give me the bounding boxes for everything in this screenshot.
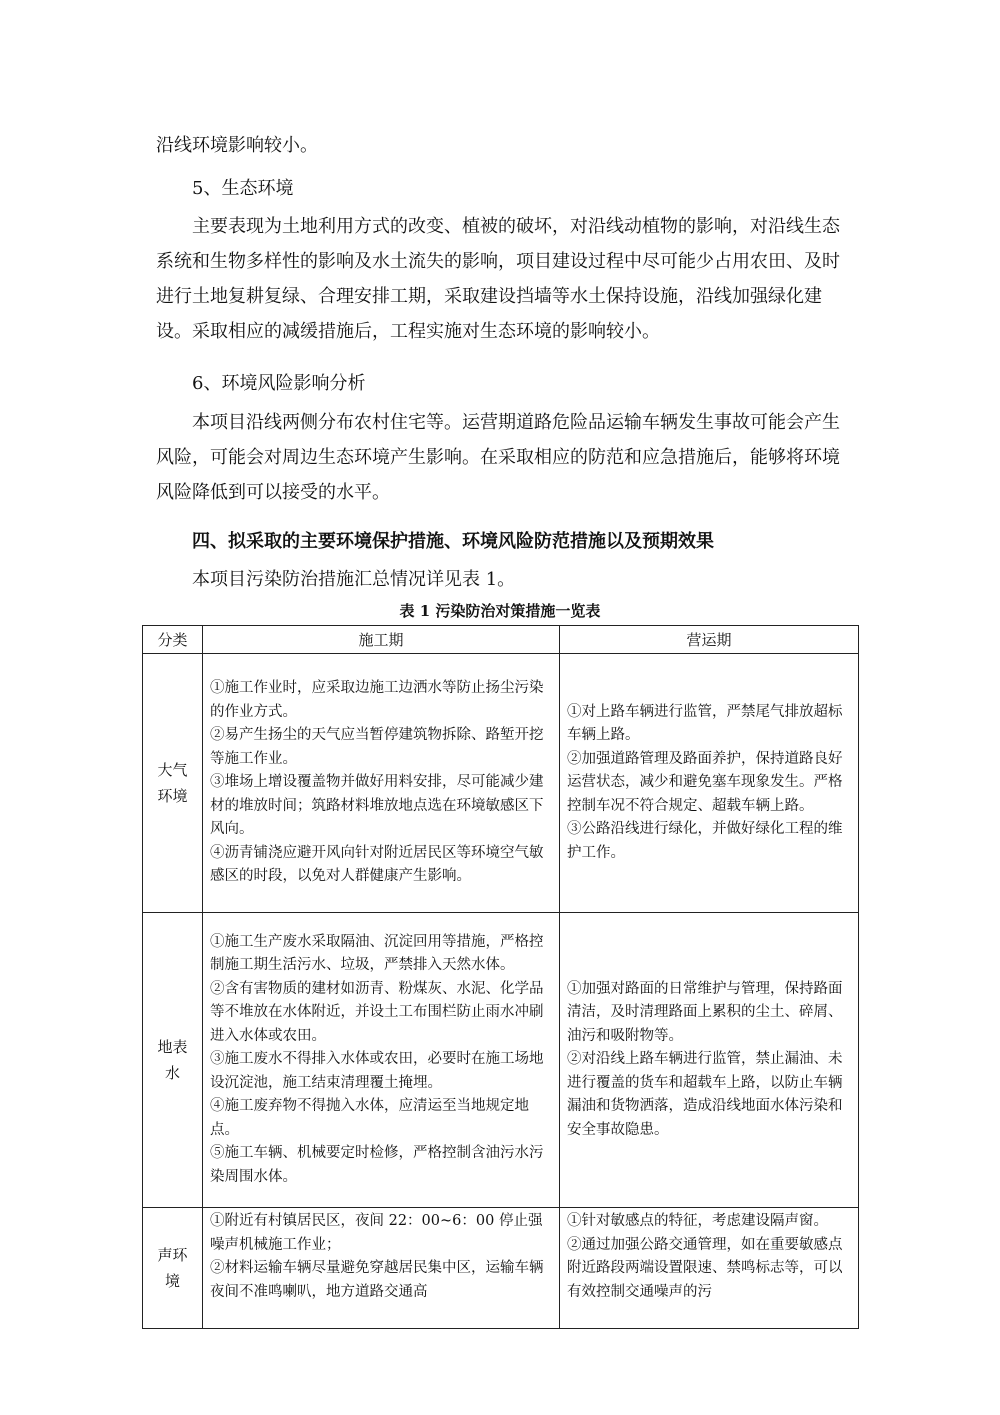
table-caption: 表 1 污染防治对策措施一览表 <box>399 602 601 620</box>
intro-tail-text: 沿线环境影响较小。 <box>156 135 318 156</box>
measure-item: ④施工废弃物不得抛入水体，应清运至当地规定地点。 <box>210 1098 529 1138</box>
measure-item: ②通过加强公路交通管理，如在重要敏感点附近路段两端设置限速、禁鸣标志等，可以有效控制交通噪声的污 <box>567 1236 843 1300</box>
operation-cell <box>560 1208 859 1329</box>
measure-item: ③施工废水不得排入水体或农田，必要时在施工场地设沉淀池，施工结束清理覆土掩埋。 <box>210 1051 544 1091</box>
measure-item: ②加强道路管理及路面养护，保持道路良好运营状态，减少和避免塞车现象发生。严格控制车况不符合规定、超载车辆上路。 <box>567 750 843 814</box>
measure-item: ③公路沿线进行绿化，并做好绿化工程的维护工作。 <box>567 821 843 861</box>
table-header-row <box>143 626 859 654</box>
table-row <box>143 1208 859 1329</box>
section-6-heading: 6、环境风险影响分析 <box>192 373 366 394</box>
measure-item: ②含有害物质的建材如沥青、粉煤灰、水泥、化学品等不堆放在水体附近，并设土工布围栏防止雨水冲刷进入水体或农田。 <box>210 980 544 1044</box>
section-5-body: 主要表现为土地利用方式的改变、植被的破坏，对沿线动植物的影响，对沿线生态系统和生物多样性的影响及水土流失的影响，项目建设过程中尽可能少占用农田、及时进行土地复耕复绿、合理安排工期，采取建设挡墙等水土保持设施，沿线加强绿化建设。采取相应的减缓措施后，工程实施对生态环境的影响较小。 <box>156 216 840 342</box>
section-6-body: 本项目沿线两侧分布农村住宅等。运营期道路危险品运输车辆发生事故可能会产生风险，可能会对周边生态环境产生影响。在采取相应的防范和应急措施后，能够将环境风险降低到可以接受的水平。 <box>156 412 840 503</box>
row-category: 声环境 <box>143 1208 203 1329</box>
measure-item: ①施工作业时，应采取边施工边洒水等防止扬尘污染的作业方式。 <box>210 680 544 720</box>
section-5-heading: 5、生态环境 <box>192 178 294 199</box>
construction-cell <box>203 654 560 913</box>
part4-heading: 四、拟采取的主要环境保护措施、环境风险防范措施以及预期效果 <box>192 531 714 552</box>
measure-item: ②材料运输车辆尽量避免穿越居民集中区，运输车辆夜间不准鸣喇叭，地方道路交通高 <box>210 1260 544 1300</box>
measure-item: ①加强对路面的日常维护与管理，保持路面清洁，及时清理路面上累积的尘土、碎屑、油污和吸附物等。 <box>567 980 843 1044</box>
measure-item: ⑤施工车辆、机械要定时检修，严格控制含油污水污染周围水体。 <box>210 1145 544 1185</box>
measure-item: ②对沿线上路车辆进行监管，禁止漏油、未进行覆盖的货车和超载车上路，以防止车辆漏油和货物洒落，造成沿线地面水体污染和安全事故隐患。 <box>567 1051 843 1138</box>
header-category: 分类 <box>143 626 203 654</box>
measure-item: ①针对敏感点的特征，考虑建设隔声窗。 <box>567 1213 828 1229</box>
header-operation: 营运期 <box>560 626 859 654</box>
construction-cell <box>203 1208 560 1329</box>
pollution-measures-table <box>142 625 859 1329</box>
measure-item: ④沥青铺浇应避开风向针对附近居民区等环境空气敏感区的时段，以免对人群健康产生影响。 <box>210 844 544 885</box>
row-category: 大气环境 <box>143 654 203 913</box>
header-construction: 施工期 <box>203 626 560 654</box>
row-category: 地表水 <box>143 913 203 1208</box>
construction-cell <box>203 913 560 1208</box>
part4-intro: 本项目污染防治措施汇总情况详见表 1。 <box>192 569 516 590</box>
measure-item: ①附近有村镇居民区，夜间 22：00~6：00 停止强噪声机械施工作业； <box>210 1213 543 1253</box>
measure-item: ②易产生扬尘的天气应当暂停建筑物拆除、路堑开挖等施工作业。 <box>210 727 544 767</box>
operation-cell <box>560 654 859 913</box>
table-row <box>143 654 859 913</box>
table-row <box>143 913 859 1208</box>
operation-cell <box>560 913 859 1208</box>
measure-item: ③堆场上增设覆盖物并做好用料安排，尽可能减少建材的堆放时间；筑路材料堆放地点选在环境敏感区下风向。 <box>210 774 544 838</box>
measure-item: ①对上路车辆进行监管，严禁尾气排放超标车辆上路。 <box>567 703 843 744</box>
measure-item: ①施工生产废水采取隔油、沉淀回用等措施，严格控制施工期生活污水、垃圾，严禁排入天然水体。 <box>210 933 544 974</box>
